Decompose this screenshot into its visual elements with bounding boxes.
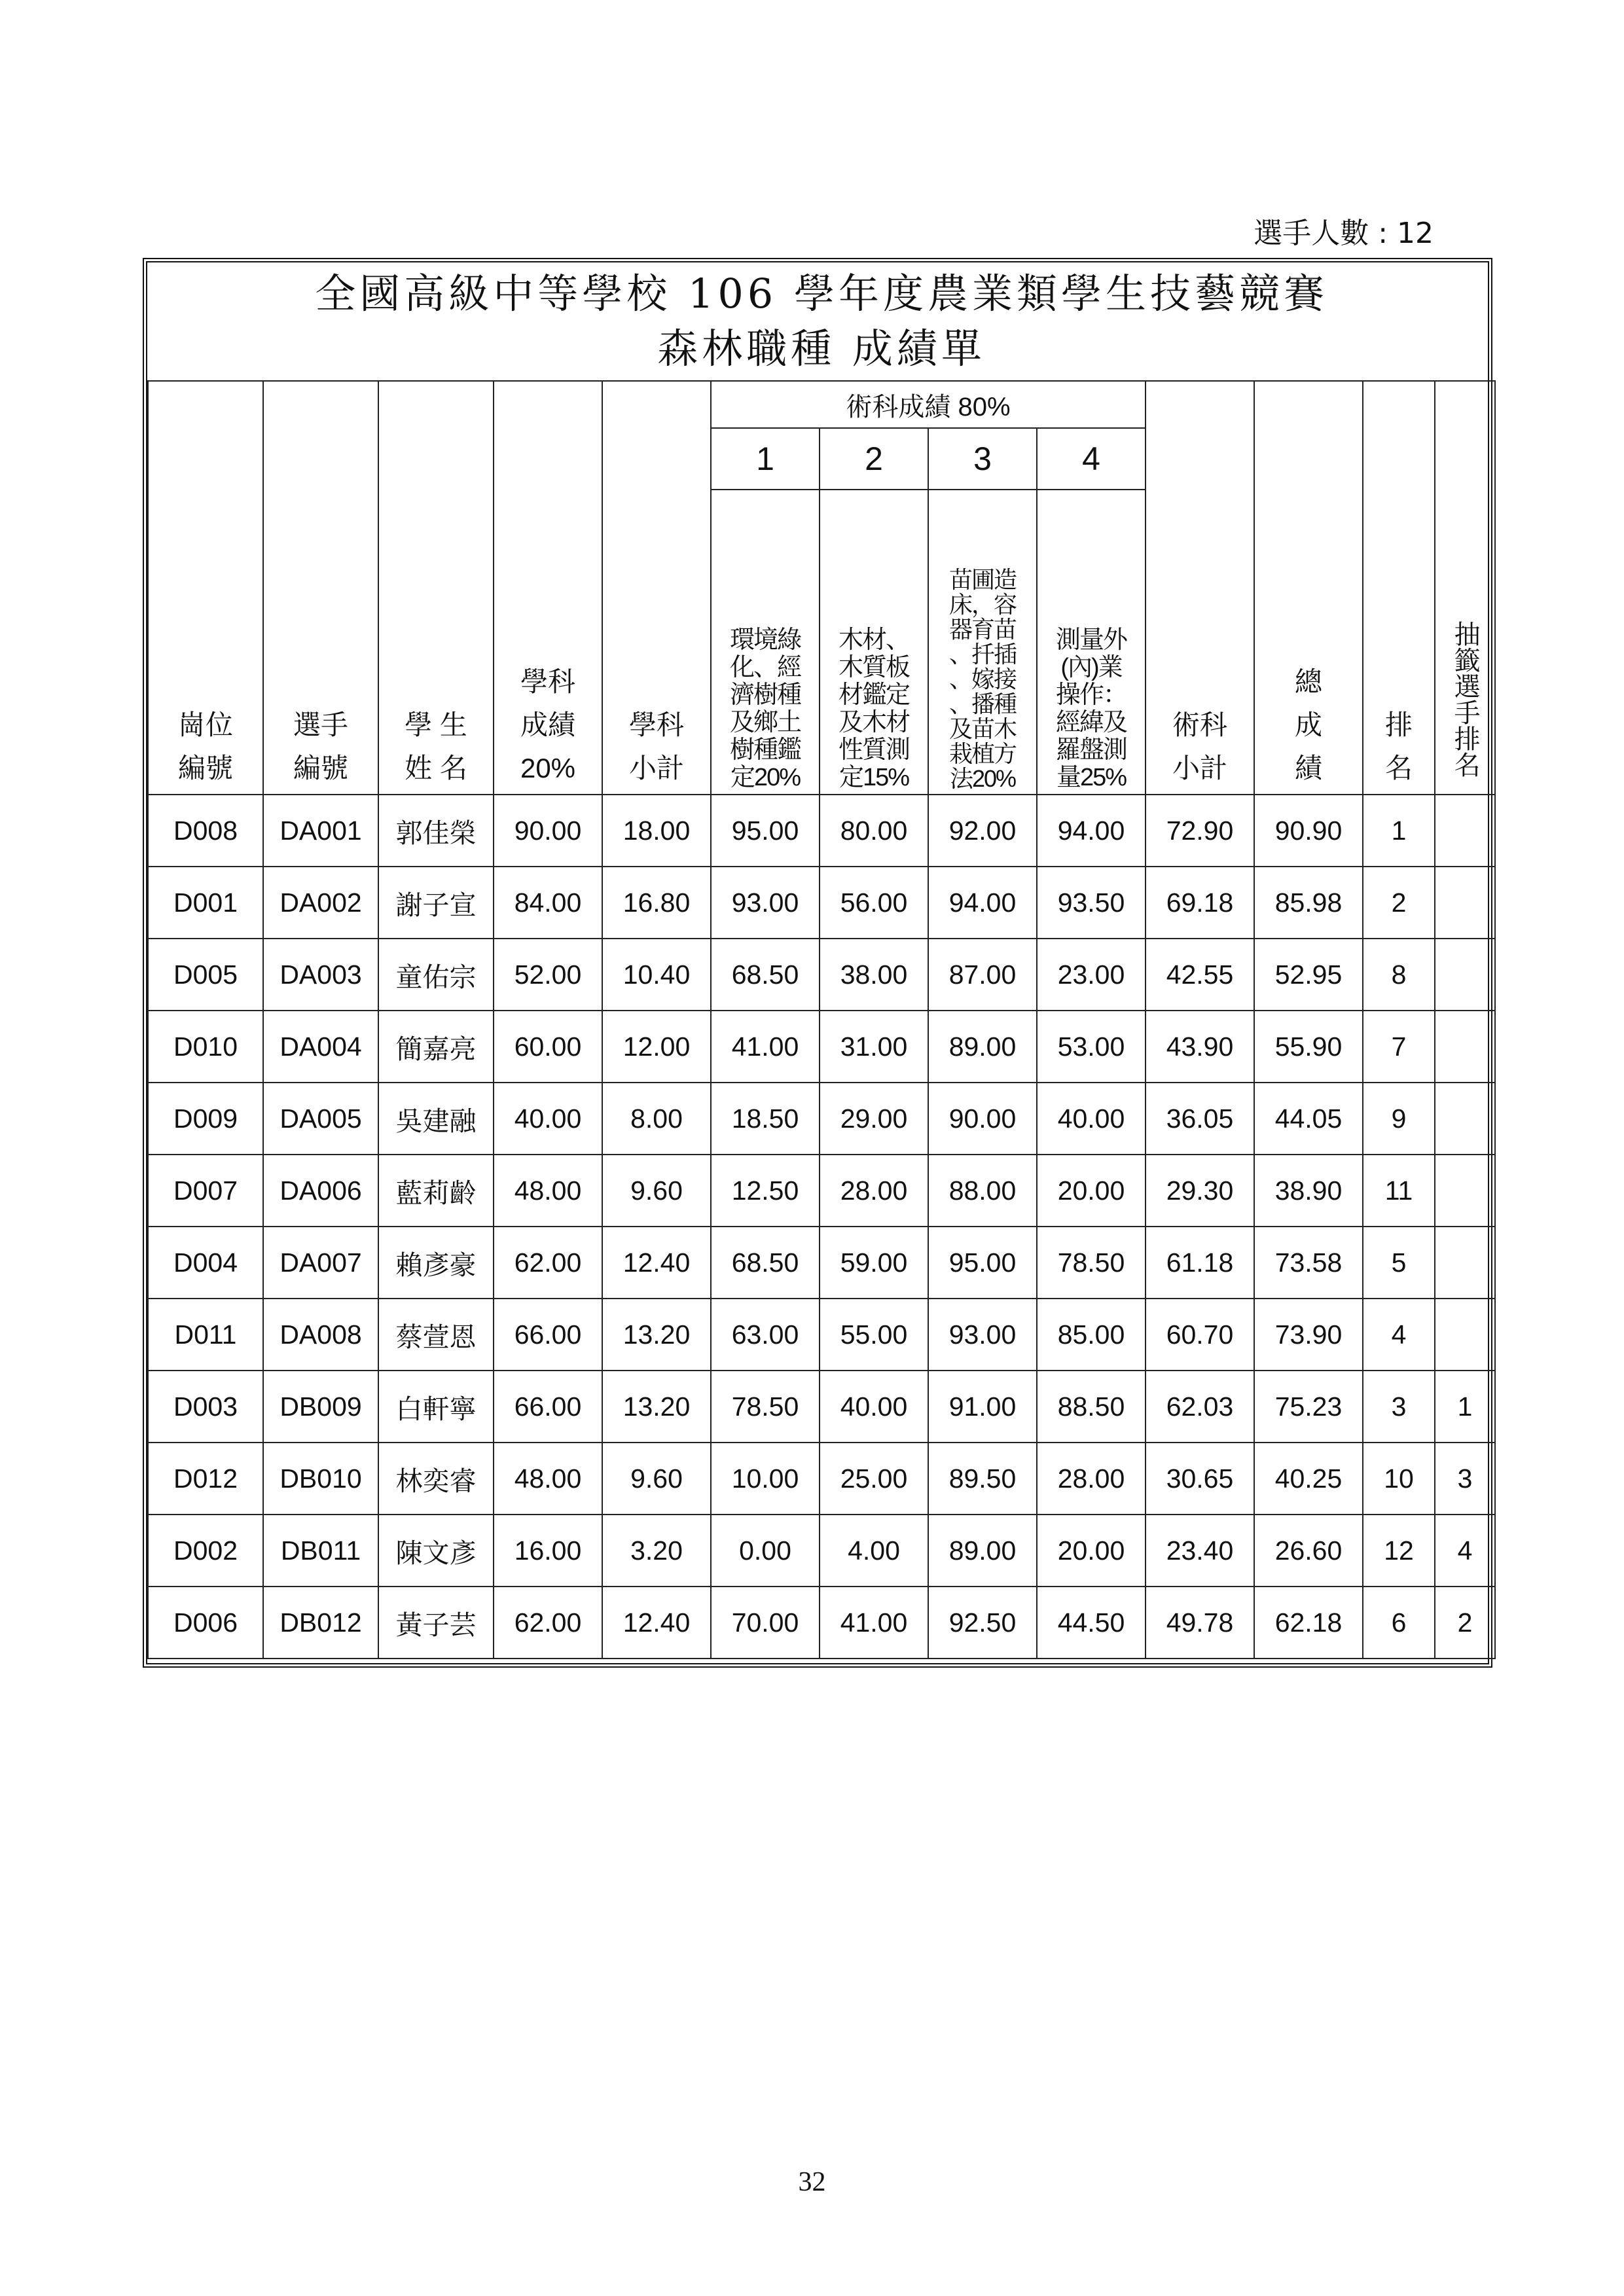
- header-item-4-desc-text: 測量外 (內)業 操作： 經緯及 羅盤測 量25%: [1055, 626, 1127, 791]
- academic-subtotal-cell: 13.20: [602, 1371, 711, 1443]
- participant-count-value: 12: [1397, 217, 1434, 250]
- header-technical-group: 術科成績 80%: [711, 381, 1146, 428]
- header-rank-line1: 排: [1384, 709, 1413, 740]
- item-4-score-cell: 44.50: [1037, 1587, 1146, 1659]
- rank-cell: 9: [1363, 1083, 1435, 1155]
- header-student-name: [378, 381, 494, 795]
- item-2-score-cell: 31.00: [820, 1011, 928, 1083]
- item-2-score-cell: 80.00: [820, 795, 928, 867]
- header-post-no-line1: 崗位: [177, 709, 233, 740]
- tech-subtotal-cell: 29.30: [1146, 1155, 1254, 1227]
- page-number: 32: [798, 2167, 826, 2197]
- tech-subtotal-cell: 23.40: [1146, 1515, 1254, 1587]
- rank-cell: 6: [1363, 1587, 1435, 1659]
- student-name-cell: 白軒寧: [378, 1371, 494, 1443]
- table-row: [148, 1299, 1495, 1371]
- academic-subtotal-cell: 9.60: [602, 1443, 711, 1515]
- table-row: [148, 1371, 1495, 1443]
- tech-subtotal-cell: 42.55: [1146, 939, 1254, 1011]
- post-no-cell: D001: [148, 867, 263, 939]
- participant-count-label: 選手人數 :: [1254, 217, 1397, 250]
- table-row: [148, 795, 1495, 867]
- post-no-cell: D008: [148, 795, 263, 867]
- total-score-cell: 73.90: [1254, 1299, 1363, 1371]
- player-no-cell: DA006: [263, 1155, 378, 1227]
- post-no-cell: D007: [148, 1155, 263, 1227]
- item-1-score-cell: 95.00: [711, 795, 820, 867]
- header-item-1-desc-text: 環境綠 化、經 濟樹種 及鄉土 樹種鑑 定20%: [729, 626, 801, 791]
- item-1-score-cell: 41.00: [711, 1011, 820, 1083]
- header-academic-score-line2: 成績: [520, 709, 575, 740]
- header-item-1-no: 1: [711, 428, 820, 490]
- header-academic-subtotal-line1: 學科: [628, 709, 684, 740]
- header-item-3-desc-text: 苗圃造 床，容 器育苗 、扦插 、嫁接 、播種 及苗木 栽植方 法20%: [948, 566, 1016, 792]
- academic-score-cell: 62.00: [494, 1227, 602, 1299]
- tech-subtotal-cell: 69.18: [1146, 867, 1254, 939]
- item-4-score-cell: 20.00: [1037, 1515, 1146, 1587]
- tech-subtotal-cell: 60.70: [1146, 1299, 1254, 1371]
- tech-subtotal-cell: 43.90: [1146, 1011, 1254, 1083]
- item-4-score-cell: 28.00: [1037, 1443, 1146, 1515]
- item-3-score-cell: 88.00: [928, 1155, 1037, 1227]
- table-row: [148, 1227, 1495, 1299]
- header-item-3-no: 3: [928, 428, 1037, 490]
- player-no-cell: DB011: [263, 1515, 378, 1587]
- item-2-score-cell: 56.00: [820, 867, 928, 939]
- header-player-no-line2: 編號: [293, 753, 348, 783]
- academic-score-cell: 84.00: [494, 867, 602, 939]
- student-name-cell: 蔡萱恩: [378, 1299, 494, 1371]
- item-2-score-cell: 4.00: [820, 1515, 928, 1587]
- score-rows: [148, 795, 1495, 1659]
- total-score-cell: 55.90: [1254, 1011, 1363, 1083]
- rank-cell: 11: [1363, 1155, 1435, 1227]
- draw-rank-cell: 1: [1435, 1371, 1495, 1443]
- item-4-score-cell: 53.00: [1037, 1011, 1146, 1083]
- post-no-cell: D003: [148, 1371, 263, 1443]
- academic-subtotal-cell: 16.80: [602, 867, 711, 939]
- item-3-score-cell: 95.00: [928, 1227, 1037, 1299]
- total-score-cell: 85.98: [1254, 867, 1363, 939]
- item-4-score-cell: 94.00: [1037, 795, 1146, 867]
- academic-score-cell: 66.00: [494, 1371, 602, 1443]
- draw-rank-cell: [1435, 939, 1495, 1011]
- item-2-score-cell: 55.00: [820, 1299, 928, 1371]
- item-2-score-cell: 40.00: [820, 1371, 928, 1443]
- item-4-score-cell: 93.50: [1037, 867, 1146, 939]
- rank-cell: 10: [1363, 1443, 1435, 1515]
- item-1-score-cell: 70.00: [711, 1587, 820, 1659]
- player-no-cell: DB012: [263, 1587, 378, 1659]
- table-row: [148, 1155, 1495, 1227]
- student-name-cell: 藍莉齡: [378, 1155, 494, 1227]
- academic-score-cell: 40.00: [494, 1083, 602, 1155]
- item-4-score-cell: 23.00: [1037, 939, 1146, 1011]
- academic-score-cell: 90.00: [494, 795, 602, 867]
- item-4-score-cell: 20.00: [1037, 1155, 1146, 1227]
- header-academic-score: [494, 381, 602, 795]
- post-no-cell: D005: [148, 939, 263, 1011]
- header-total-score: [1254, 381, 1363, 795]
- rank-cell: 7: [1363, 1011, 1435, 1083]
- academic-subtotal-cell: 9.60: [602, 1155, 711, 1227]
- total-score-cell: 75.23: [1254, 1371, 1363, 1443]
- item-3-score-cell: 89.50: [928, 1443, 1037, 1515]
- draw-rank-cell: [1435, 1083, 1495, 1155]
- item-2-score-cell: 28.00: [820, 1155, 928, 1227]
- header-rank-line2: 名: [1384, 753, 1413, 783]
- header-academic-score-line1: 學科: [520, 666, 575, 697]
- title-line-1: 全國高級中等學校 106 學年度農業類學生技藝競賽: [315, 270, 1328, 317]
- student-name-cell: 賴彥豪: [378, 1227, 494, 1299]
- player-no-cell: DA004: [263, 1011, 378, 1083]
- item-3-score-cell: 94.00: [928, 867, 1037, 939]
- item-3-score-cell: 93.00: [928, 1299, 1037, 1371]
- header-tech-subtotal-line1: 術科: [1172, 709, 1227, 740]
- item-1-score-cell: 78.50: [711, 1371, 820, 1443]
- academic-score-cell: 60.00: [494, 1011, 602, 1083]
- draw-rank-cell: [1435, 867, 1495, 939]
- item-3-score-cell: 89.00: [928, 1515, 1037, 1587]
- academic-score-cell: 62.00: [494, 1587, 602, 1659]
- item-1-score-cell: 63.00: [711, 1299, 820, 1371]
- table-row: [148, 1587, 1495, 1659]
- draw-rank-cell: [1435, 1299, 1495, 1371]
- rank-cell: 1: [1363, 795, 1435, 867]
- item-3-score-cell: 90.00: [928, 1083, 1037, 1155]
- item-2-score-cell: 38.00: [820, 939, 928, 1011]
- table-row: [148, 1083, 1495, 1155]
- header-item-4-no: 4: [1037, 428, 1146, 490]
- academic-subtotal-cell: 12.40: [602, 1227, 711, 1299]
- header-student-name-line1: 學 生: [405, 709, 467, 740]
- draw-rank-cell: [1435, 1227, 1495, 1299]
- header-post-no: [148, 381, 263, 795]
- item-3-score-cell: 92.00: [928, 795, 1037, 867]
- item-3-score-cell: 92.50: [928, 1587, 1037, 1659]
- item-2-score-cell: 59.00: [820, 1227, 928, 1299]
- tech-subtotal-cell: 61.18: [1146, 1227, 1254, 1299]
- title-line-2: 森林職種 成績單: [657, 325, 986, 372]
- academic-score-cell: 48.00: [494, 1443, 602, 1515]
- total-score-cell: 52.95: [1254, 939, 1363, 1011]
- post-no-cell: D009: [148, 1083, 263, 1155]
- player-no-cell: DA007: [263, 1227, 378, 1299]
- header-total-score-line2: 成: [1294, 709, 1322, 740]
- draw-rank-cell: [1435, 1011, 1495, 1083]
- academic-subtotal-cell: 18.00: [602, 795, 711, 867]
- item-2-score-cell: 41.00: [820, 1587, 928, 1659]
- player-no-cell: DB010: [263, 1443, 378, 1515]
- draw-rank-cell: [1435, 795, 1495, 867]
- student-name-cell: 林奕睿: [378, 1443, 494, 1515]
- total-score-cell: 62.18: [1254, 1587, 1363, 1659]
- post-no-cell: D012: [148, 1443, 263, 1515]
- rank-cell: 5: [1363, 1227, 1435, 1299]
- header-item-2-desc: [820, 490, 928, 795]
- participant-count: [1146, 209, 1434, 251]
- item-1-score-cell: 93.00: [711, 867, 820, 939]
- header-draw-rank: [1435, 381, 1495, 795]
- academic-subtotal-cell: 12.00: [602, 1011, 711, 1083]
- header-total-score-line1: 總: [1294, 666, 1322, 697]
- item-2-score-cell: 25.00: [820, 1443, 928, 1515]
- header-item-4-desc: [1037, 490, 1146, 795]
- item-1-score-cell: 68.50: [711, 939, 820, 1011]
- header-player-no: [263, 381, 378, 795]
- header-draw-rank-text: 抽籤選手排名: [1451, 620, 1480, 778]
- item-1-score-cell: 10.00: [711, 1443, 820, 1515]
- academic-subtotal-cell: 8.00: [602, 1083, 711, 1155]
- item-3-score-cell: 91.00: [928, 1371, 1037, 1443]
- header-academic-subtotal-line2: 小計: [628, 753, 684, 783]
- item-4-score-cell: 40.00: [1037, 1083, 1146, 1155]
- table-row: [148, 939, 1495, 1011]
- rank-cell: 3: [1363, 1371, 1435, 1443]
- total-score-cell: 44.05: [1254, 1083, 1363, 1155]
- rank-cell: 12: [1363, 1515, 1435, 1587]
- table-row: [148, 1011, 1495, 1083]
- item-3-score-cell: 89.00: [928, 1011, 1037, 1083]
- student-name-cell: 童佑宗: [378, 939, 494, 1011]
- item-1-score-cell: 12.50: [711, 1155, 820, 1227]
- header-item-3-desc: [928, 490, 1037, 795]
- post-no-cell: D002: [148, 1515, 263, 1587]
- header-item-1-desc: [711, 490, 820, 795]
- item-1-score-cell: 0.00: [711, 1515, 820, 1587]
- rank-cell: 2: [1363, 867, 1435, 939]
- table-row: [148, 867, 1495, 939]
- table-row: [148, 1515, 1495, 1587]
- score-table: [147, 262, 1496, 1659]
- header-tech-subtotal: [1146, 381, 1254, 795]
- post-no-cell: D010: [148, 1011, 263, 1083]
- item-2-score-cell: 29.00: [820, 1083, 928, 1155]
- item-3-score-cell: 87.00: [928, 939, 1037, 1011]
- player-no-cell: DA003: [263, 939, 378, 1011]
- item-4-score-cell: 88.50: [1037, 1371, 1146, 1443]
- header-academic-subtotal: [602, 381, 711, 795]
- total-score-cell: 38.90: [1254, 1155, 1363, 1227]
- item-1-score-cell: 68.50: [711, 1227, 820, 1299]
- item-4-score-cell: 78.50: [1037, 1227, 1146, 1299]
- student-name-cell: 吳建融: [378, 1083, 494, 1155]
- player-no-cell: DA001: [263, 795, 378, 867]
- rank-cell: 8: [1363, 939, 1435, 1011]
- student-name-cell: 陳文彥: [378, 1515, 494, 1587]
- rank-cell: 4: [1363, 1299, 1435, 1371]
- draw-rank-cell: 4: [1435, 1515, 1495, 1587]
- academic-subtotal-cell: 13.20: [602, 1299, 711, 1371]
- total-score-cell: 73.58: [1254, 1227, 1363, 1299]
- item-1-score-cell: 18.50: [711, 1083, 820, 1155]
- draw-rank-cell: [1435, 1155, 1495, 1227]
- player-no-cell: DA002: [263, 867, 378, 939]
- draw-rank-cell: 3: [1435, 1443, 1495, 1515]
- player-no-cell: DA005: [263, 1083, 378, 1155]
- header-student-name-line2: 姓 名: [405, 753, 467, 783]
- student-name-cell: 郭佳榮: [378, 795, 494, 867]
- academic-subtotal-cell: 10.40: [602, 939, 711, 1011]
- post-no-cell: D011: [148, 1299, 263, 1371]
- student-name-cell: 簡嘉亮: [378, 1011, 494, 1083]
- header-tech-subtotal-line2: 小計: [1172, 753, 1227, 783]
- header-item-2-no: 2: [820, 428, 928, 490]
- tech-subtotal-cell: 62.03: [1146, 1371, 1254, 1443]
- score-sheet-frame: [143, 258, 1492, 1668]
- draw-rank-cell: 2: [1435, 1587, 1495, 1659]
- academic-score-cell: 52.00: [494, 939, 602, 1011]
- header-total-score-line3: 績: [1294, 753, 1322, 783]
- academic-score-cell: 16.00: [494, 1515, 602, 1587]
- header-rank: [1363, 381, 1435, 795]
- tech-subtotal-cell: 72.90: [1146, 795, 1254, 867]
- post-no-cell: D006: [148, 1587, 263, 1659]
- academic-subtotal-cell: 3.20: [602, 1515, 711, 1587]
- player-no-cell: DB009: [263, 1371, 378, 1443]
- tech-subtotal-cell: 36.05: [1146, 1083, 1254, 1155]
- header-academic-score-line3: 20%: [520, 753, 576, 783]
- total-score-cell: 90.90: [1254, 795, 1363, 867]
- academic-score-cell: 66.00: [494, 1299, 602, 1371]
- student-name-cell: 謝子宣: [378, 867, 494, 939]
- header-item-2-desc-text: 木材、 木質板 材鑑定 及木材 性質測 定15%: [838, 626, 909, 791]
- tech-subtotal-cell: 30.65: [1146, 1443, 1254, 1515]
- item-4-score-cell: 85.00: [1037, 1299, 1146, 1371]
- sheet-title: [148, 262, 1495, 381]
- academic-subtotal-cell: 12.40: [602, 1587, 711, 1659]
- total-score-cell: 40.25: [1254, 1443, 1363, 1515]
- table-row: [148, 1443, 1495, 1515]
- player-no-cell: DA008: [263, 1299, 378, 1371]
- tech-subtotal-cell: 49.78: [1146, 1587, 1254, 1659]
- header-player-no-line1: 選手: [293, 709, 348, 740]
- total-score-cell: 26.60: [1254, 1515, 1363, 1587]
- post-no-cell: D004: [148, 1227, 263, 1299]
- academic-score-cell: 48.00: [494, 1155, 602, 1227]
- student-name-cell: 黃子芸: [378, 1587, 494, 1659]
- header-post-no-line2: 編號: [177, 753, 233, 783]
